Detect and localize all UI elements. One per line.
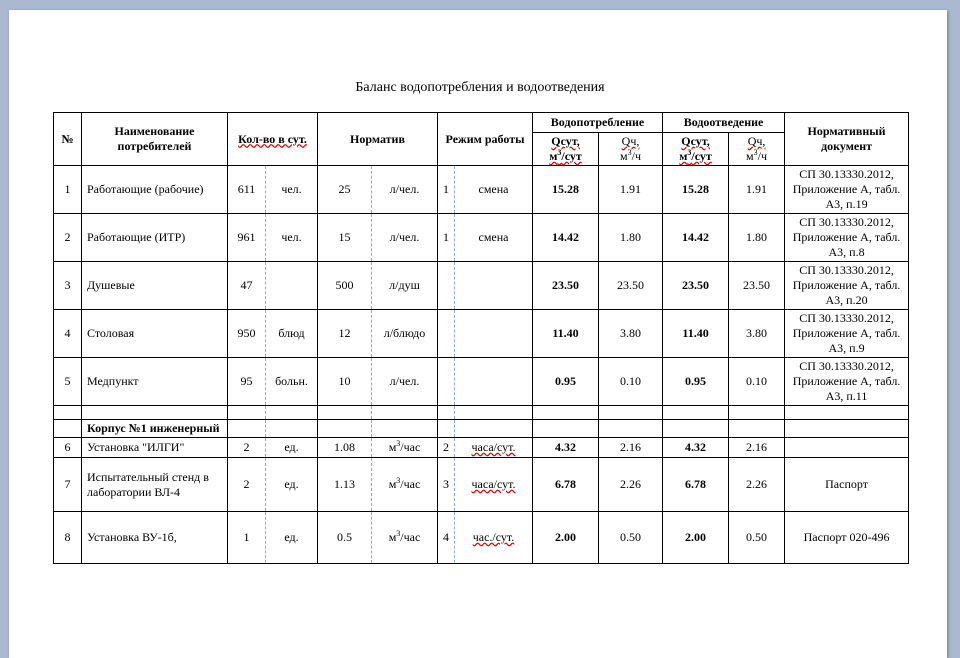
- empty-cell: [533, 420, 599, 438]
- empty-cell: [663, 420, 729, 438]
- row-d-qch: 1.91: [729, 166, 785, 214]
- row-c-qch: 2.16: [599, 438, 663, 458]
- empty-cell: [533, 406, 599, 420]
- row-c-qch: 0.50: [599, 512, 663, 564]
- empty-cell: [599, 406, 663, 420]
- row-mode-unit: смена: [455, 166, 533, 214]
- row-num: 7: [54, 458, 82, 512]
- row-c-qsut: 15.28: [533, 166, 599, 214]
- row-norm: 10: [318, 358, 372, 406]
- row-name: Столовая: [82, 310, 228, 358]
- row-mode-n: [438, 310, 455, 358]
- row-num: 4: [54, 310, 82, 358]
- row-norm: 1.13: [318, 458, 372, 512]
- empty-cell: [785, 406, 909, 420]
- row-qty: 95: [228, 358, 266, 406]
- row-qty: 47: [228, 262, 266, 310]
- row-c-qch: 23.50: [599, 262, 663, 310]
- row-qty-unit: чел.: [266, 166, 318, 214]
- header-name: Наименование потребителей: [82, 113, 228, 166]
- row-num: 3: [54, 262, 82, 310]
- empty-cell: [729, 420, 785, 438]
- empty-cell: [663, 406, 729, 420]
- row-mode-n: 3: [438, 458, 455, 512]
- row-d-qch: 1.80: [729, 214, 785, 262]
- empty-cell: [455, 406, 533, 420]
- row-mode-n: [438, 262, 455, 310]
- row-d-qch: 23.50: [729, 262, 785, 310]
- row-name: Душевые: [82, 262, 228, 310]
- row-mode-unit: час./сут.: [455, 512, 533, 564]
- row-d-qsut: 4.32: [663, 438, 729, 458]
- row-qty-unit: ед.: [266, 512, 318, 564]
- row-mode-n: 1: [438, 214, 455, 262]
- row-doc: СП 30.13330.2012, Приложение А, табл. А3, п.11: [785, 358, 909, 406]
- row-norm-unit: $м^3$/час: [372, 512, 438, 564]
- row-doc: Паспорт 020-496: [785, 512, 909, 564]
- row-name: Установка "ИЛГИ": [82, 438, 228, 458]
- row-doc: СП 30.13330.2012, Приложение А, табл. А3, п.20: [785, 262, 909, 310]
- row-name: Работающие (ИТР): [82, 214, 228, 262]
- row-d-qsut: 14.42: [663, 214, 729, 262]
- header-disposal: Водоотведение: [663, 113, 785, 133]
- empty-cell: [228, 406, 266, 420]
- row-mode-n: 4: [438, 512, 455, 564]
- row-doc: Паспорт: [785, 458, 909, 512]
- header-qty: Кол-во в сут.: [228, 113, 318, 166]
- row-mode-unit: часа/сут.: [455, 438, 533, 458]
- row-norm: 12: [318, 310, 372, 358]
- table-row: [54, 438, 909, 458]
- header-doc: Нормативный документ: [785, 113, 909, 166]
- row-d-qch: 0.10: [729, 358, 785, 406]
- row-c-qch: 1.91: [599, 166, 663, 214]
- row-d-qch: 3.80: [729, 310, 785, 358]
- header-mode: Режим работы: [438, 113, 533, 166]
- row-mode-unit: [455, 262, 533, 310]
- row-num: 1: [54, 166, 82, 214]
- row-name: Установка ВУ-1б,: [82, 512, 228, 564]
- row-qty-unit: блюд: [266, 310, 318, 358]
- row-mode-unit: часа/сут.: [455, 458, 533, 512]
- header-num: №: [54, 113, 82, 166]
- row-norm: 1.08: [318, 438, 372, 458]
- empty-cell: [228, 420, 266, 438]
- row-c-qsut: 4.32: [533, 438, 599, 458]
- header-c-qch: Qч, $м^3/ч$: [599, 133, 663, 166]
- row-c-qsut: 14.42: [533, 214, 599, 262]
- row-mode-unit: [455, 358, 533, 406]
- row-qty-unit: ед.: [266, 458, 318, 512]
- row-qty-unit: чел.: [266, 214, 318, 262]
- table-row: [54, 458, 909, 512]
- row-doc: СП 30.13330.2012, Приложение А, табл. А3, п.8: [785, 214, 909, 262]
- row-norm-unit: $м^3$/час: [372, 438, 438, 458]
- row-qty-unit: ед.: [266, 438, 318, 458]
- row-qty: 611: [228, 166, 266, 214]
- empty-cell: [266, 420, 318, 438]
- row-mode-n: 2: [438, 438, 455, 458]
- row-d-qsut: 2.00: [663, 512, 729, 564]
- row-num: 2: [54, 214, 82, 262]
- row-c-qsut: 11.40: [533, 310, 599, 358]
- header-d-qsut: Qсут, $м^3$/сут: [663, 133, 729, 166]
- row-d-qsut: 11.40: [663, 310, 729, 358]
- row-d-qch: 2.16: [729, 438, 785, 458]
- empty-cell: [266, 406, 318, 420]
- row-c-qch: 0.10: [599, 358, 663, 406]
- row-norm-unit: л/чел.: [372, 214, 438, 262]
- header-c-qsut: Qсут, $м^3$/сут: [533, 133, 599, 166]
- empty-cell: [372, 420, 438, 438]
- row-mode-n: 1: [438, 166, 455, 214]
- row-norm-unit: л/душ: [372, 262, 438, 310]
- row-doc: [785, 438, 909, 458]
- row-qty-unit: [266, 262, 318, 310]
- row-num: 8: [54, 512, 82, 564]
- empty-cell: [729, 406, 785, 420]
- section-row: [54, 420, 909, 438]
- row-name: Испытательный стенд в лаборатории ВЛ-4: [82, 458, 228, 512]
- row-qty: 2: [228, 458, 266, 512]
- row-name: Работающие (рабочие): [82, 166, 228, 214]
- row-d-qch: 2.26: [729, 458, 785, 512]
- table-row: [54, 512, 909, 564]
- row-qty: 961: [228, 214, 266, 262]
- section-title: Корпус №1 инженерный: [82, 420, 228, 438]
- row-c-qsut: 6.78: [533, 458, 599, 512]
- row-num: 5: [54, 358, 82, 406]
- row-doc: СП 30.13330.2012, Приложение А, табл. А3, п.9: [785, 310, 909, 358]
- row-qty-unit: больн.: [266, 358, 318, 406]
- empty-cell: [318, 420, 372, 438]
- header-consumption: Водопотребление: [533, 113, 663, 133]
- row-mode-unit: смена: [455, 214, 533, 262]
- row-name: Медпункт: [82, 358, 228, 406]
- row-norm-unit: л/чел.: [372, 166, 438, 214]
- header-d-qch: Qч, $м^3/ч$: [729, 133, 785, 166]
- empty-cell: [54, 406, 82, 420]
- empty-cell: [438, 420, 455, 438]
- row-norm: 25: [318, 166, 372, 214]
- row-num: 6: [54, 438, 82, 458]
- row-mode-n: [438, 358, 455, 406]
- row-c-qch: 1.80: [599, 214, 663, 262]
- empty-cell: [438, 406, 455, 420]
- row-d-qsut: 15.28: [663, 166, 729, 214]
- empty-cell: [54, 420, 82, 438]
- row-norm-unit: $м^3$/час: [372, 458, 438, 512]
- row-norm: 15: [318, 214, 372, 262]
- row-norm-unit: л/чел.: [372, 358, 438, 406]
- header-norm: Норматив: [318, 113, 438, 166]
- row-qty: 2: [228, 438, 266, 458]
- table-row: [54, 166, 909, 214]
- table-row: [54, 214, 909, 262]
- row-c-qch: 2.26: [599, 458, 663, 512]
- row-doc: СП 30.13330.2012, Приложение А, табл. А3, п.19: [785, 166, 909, 214]
- table-row: [54, 262, 909, 310]
- row-d-qch: 0.50: [729, 512, 785, 564]
- row-norm: 500: [318, 262, 372, 310]
- document-title: Баланс водопотребления и водоотведения: [355, 80, 605, 95]
- row-qty: 950: [228, 310, 266, 358]
- row-qty: 1: [228, 512, 266, 564]
- empty-cell: [318, 406, 372, 420]
- row-d-qsut: 23.50: [663, 262, 729, 310]
- row-d-qsut: 0.95: [663, 358, 729, 406]
- row-c-qch: 3.80: [599, 310, 663, 358]
- row-c-qsut: 23.50: [533, 262, 599, 310]
- water-balance-table: [53, 112, 909, 564]
- empty-cell: [82, 406, 228, 420]
- row-c-qsut: 2.00: [533, 512, 599, 564]
- table-row: [54, 310, 909, 358]
- empty-cell: [785, 420, 909, 438]
- row-mode-unit: [455, 310, 533, 358]
- row-norm: 0.5: [318, 512, 372, 564]
- header-row: [54, 113, 909, 133]
- row-c-qsut: 0.95: [533, 358, 599, 406]
- table-row: [54, 358, 909, 406]
- empty-cell: [455, 420, 533, 438]
- empty-cell: [599, 420, 663, 438]
- row-norm-unit: л/блюдо: [372, 310, 438, 358]
- empty-cell: [372, 406, 438, 420]
- row-d-qsut: 6.78: [663, 458, 729, 512]
- spacer-row: [54, 406, 909, 420]
